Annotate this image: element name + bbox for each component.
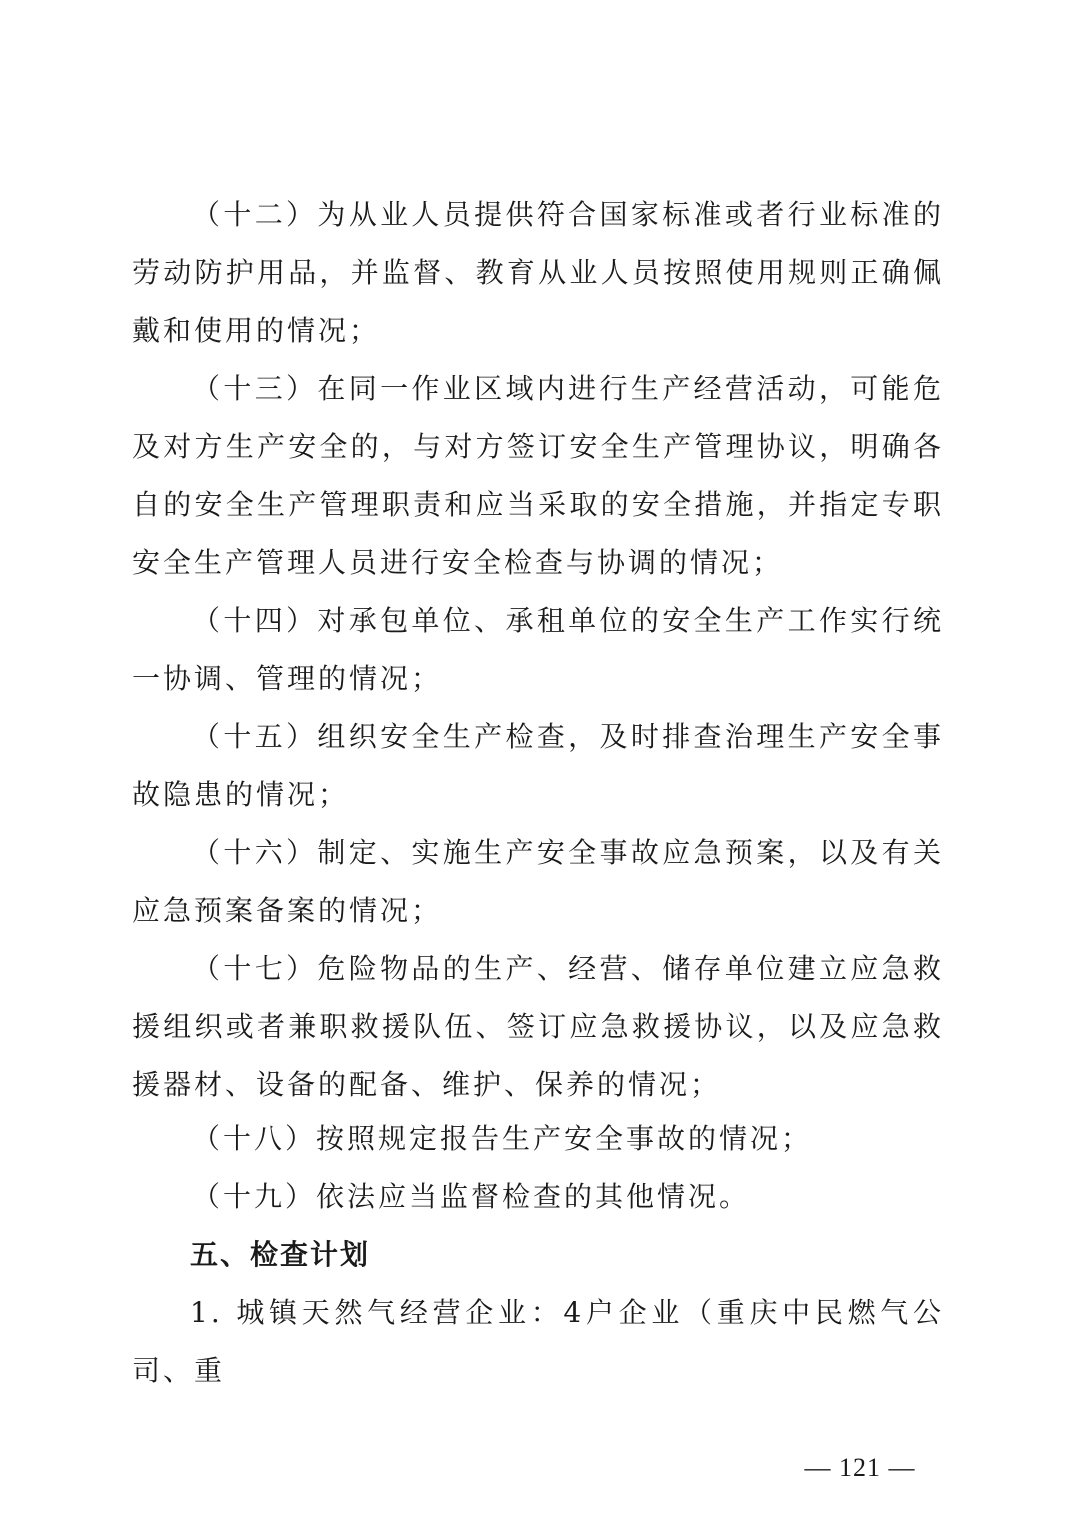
paragraph-item-18: （十八）按照规定报告生产安全事故的情况； [192, 1122, 813, 1155]
paragraph-item-17: （十七）危险物品的生产、经营、储存单位建立应急救援组织或者兼职救援队伍、签订应急救援协议，以及应急救援器材、设备的配备、维护、保养的情况； [132, 952, 944, 1101]
paragraph-plan-1: 1. 城镇天然气经营企业：4户企业（重庆中民燃气公司、重 [132, 1296, 944, 1387]
page-number: — 121 — [804, 1453, 916, 1482]
paragraph-item-12: （十二）为从业人员提供符合国家标准或者行业标准的劳动防护用品，并监督、教育从业人员按照使用规则正确佩戴和使用的情况； [132, 198, 944, 347]
paragraph-item-14: （十四）对承包单位、承租单位的安全生产工作实行统一协调、管理的情况； [132, 604, 944, 695]
paragraph-item-13: （十三）在同一作业区域内进行生产经营活动，可能危及对方生产安全的，与对方签订安全生产管理协议，明确各自的安全生产管理职责和应当采取的安全措施，并指定专职安全生产管理人员进行安全检查与协调的情况； [132, 372, 944, 579]
paragraph-item-15: （十五）组织安全生产检查，及时排查治理生产安全事故隐患的情况； [132, 720, 944, 811]
paragraph-item-16: （十六）制定、实施生产安全事故应急预案，以及有关应急预案备案的情况； [132, 836, 944, 927]
paragraph-item-19: （十九）依法应当监督检查的其他情况。 [192, 1180, 751, 1213]
section-heading: 五、检查计划 [190, 1238, 371, 1271]
